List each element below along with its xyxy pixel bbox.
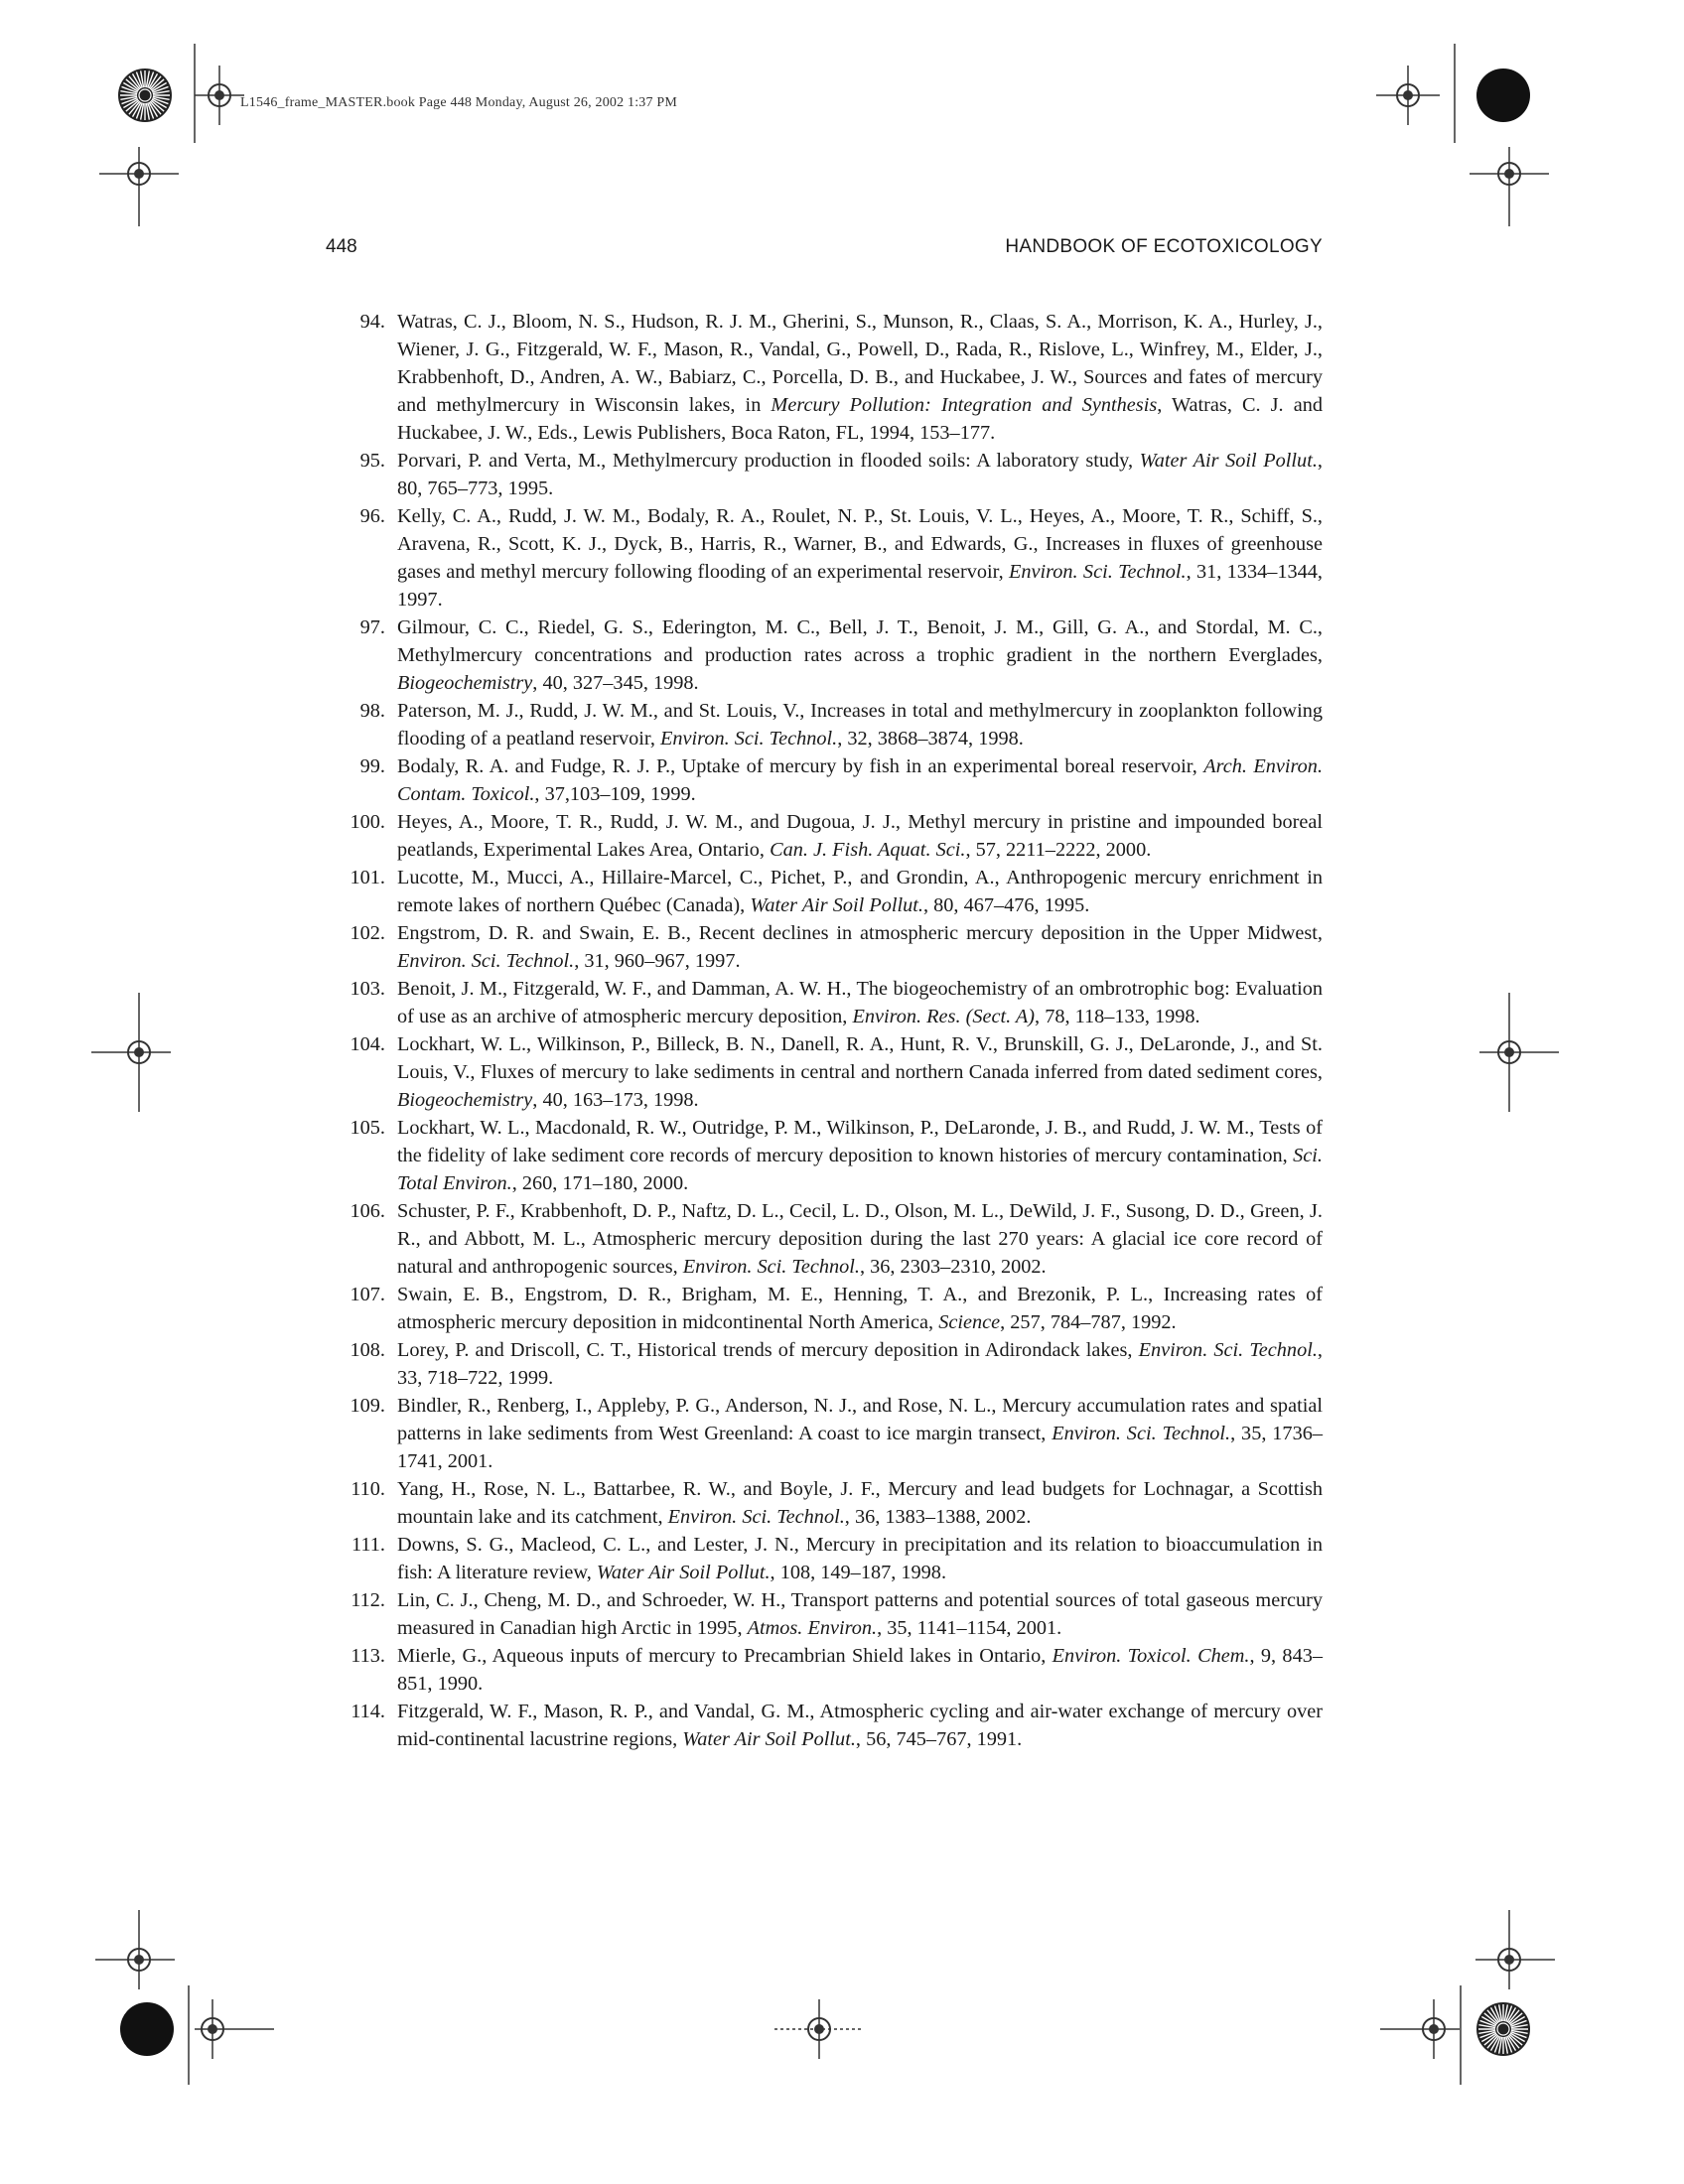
- reference-text: , 35, 1736–1741, 2001.: [397, 1423, 1323, 1472]
- reference-list: [336, 308, 1323, 1753]
- reference-number: 108.: [350, 1339, 385, 1361]
- reference-item: [336, 1586, 1323, 1642]
- reference-number: 96.: [359, 505, 385, 527]
- reference-item: [336, 447, 1323, 502]
- reference-text: , 80, 467–476, 1995.: [923, 894, 1090, 916]
- corner-dot-icon: [1474, 66, 1533, 125]
- reference-number: 102.: [350, 922, 385, 944]
- reference-text: Watras, C. J., Bloom, N. S., Hudson, R. J. M., Gherini, S., Munson, R., Claas, S. A., Morrison, K. A., Hurley, J., Wiener, J. G., Fitzgerald, W. F., Mason, R., Vandal, G., Powell, D., Rada, R., Rislove, L., Winfrey, M., Elder, J., Krabbenhoft, D., Andren, A. W., Babiarz, C., Porcella, D. B., and Huckabee, J. W., Sources and fates of mercury and methylmercury in Wisconsin lakes, in: [397, 311, 1323, 416]
- reference-text: Kelly, C. A., Rudd, J. W. M., Bodaly, R. A., Roulet, N. P., St. Louis, V. L., Heyes, A., Moore, T. R., Schiff, S., Aravena, R., Scott, K. J., Dyck, B., Harris, R., Warner, B., and Edwards, G., Increases in fluxes of greenhouse gases and methyl mercury following flooding of an experimental reservoir,: [397, 505, 1323, 583]
- registration-mark-icon: [91, 993, 171, 1112]
- reference-item: [336, 1531, 1323, 1586]
- reference-item: [336, 308, 1323, 447]
- registration-mark-icon: [1376, 66, 1440, 125]
- reference-number: 100.: [350, 811, 385, 833]
- reference-text: Downs, S. G., Macleod, C. L., and Lester, J. N., Mercury in precipitation and its relation to bioaccumulation in fish: A literature review,: [397, 1534, 1323, 1583]
- reference-text: Mierle, G., Aqueous inputs of mercury to Precambrian Shield lakes in Ontario,: [397, 1645, 1052, 1667]
- reference-source: Environ. Sci. Technol.: [397, 950, 575, 972]
- registration-mark-icon: [774, 1999, 864, 2059]
- reference-text: Yang, H., Rose, N. L., Battarbee, R. W., and Boyle, J. F., Mercury and lead budgets for Lochnagar, a Scottish mountain lake and its catchment,: [397, 1478, 1323, 1528]
- reference-source: Water Air Soil Pollut.: [750, 894, 923, 916]
- reference-text: , 37,103–109, 1999.: [534, 783, 696, 805]
- reference-text: , 57, 2211–2222, 2000.: [965, 839, 1152, 861]
- reference-text: , 31, 960–967, 1997.: [574, 950, 741, 972]
- reference-number: 106.: [350, 1200, 385, 1222]
- reference-item: [336, 1392, 1323, 1475]
- reference-text: Lockhart, W. L., Macdonald, R. W., Outridge, P. M., Wilkinson, P., DeLaronde, J. B., and Rudd, J. W. M., Tests of the fidelity of lake sediment core records of mercury deposition to known histories of mercury contamination,: [397, 1117, 1323, 1166]
- reference-text: Schuster, P. F., Krabbenhoft, D. P., Naftz, D. L., Cecil, L. D., Olson, M. L., DeWild, J. F., Susong, D. D., Green, J. R., and Abbott, M. L., Atmospheric mercury deposition during the last 270 years: A glacial ice core record of natural and anthropogenic sources,: [397, 1200, 1323, 1278]
- reference-text: Swain, E. B., Engstrom, D. R., Brigham, M. E., Henning, T. A., and Brezonik, P. L., Increasing rates of atmospheric mercury deposition in midcontinental North America,: [397, 1284, 1323, 1333]
- reference-text: , Watras, C. J. and Huckabee, J. W., Eds., Lewis Publishers, Boca Raton, FL, 1994, 153–177.: [397, 394, 1323, 444]
- reference-number: 101.: [350, 867, 385, 888]
- book-title: HANDBOOK OF ECOTOXICOLOGY: [1005, 236, 1323, 257]
- reference-source: Can. J. Fish. Aquat. Sci.: [770, 839, 966, 861]
- reference-source: Environ. Sci. Technol.: [1138, 1339, 1318, 1361]
- reference-text: , 33, 718–722, 1999.: [397, 1339, 1323, 1389]
- reference-number: 113.: [351, 1645, 385, 1667]
- reference-source: Environ. Toxicol. Chem.: [1052, 1645, 1250, 1667]
- reference-source: Environ. Res. (Sect. A): [852, 1006, 1036, 1027]
- reference-number: 114.: [351, 1701, 385, 1722]
- reference-source: Environ. Sci. Technol.: [1052, 1423, 1231, 1444]
- reference-text: Lucotte, M., Mucci, A., Hillaire-Marcel, C., Pichet, P., and Grondin, A., Anthropogenic mercury enrichment in remote lakes of northern Québec (Canada),: [397, 867, 1323, 916]
- reference-number: 94.: [359, 311, 385, 333]
- reference-source: Atmos. Environ.: [747, 1617, 878, 1639]
- reference-text: Fitzgerald, W. F., Mason, R. P., and Vandal, G. M., Atmospheric cycling and air-water exchange of mercury over mid-continental lacustrine regions,: [397, 1701, 1323, 1750]
- reference-source: Environ. Sci. Technol.: [1008, 561, 1187, 583]
- print-slug: L1546_frame_MASTER.book Page 448 Monday, August 26, 2002 1:37 PM: [240, 95, 678, 110]
- reference-source: Water Air Soil Pollut.: [682, 1728, 856, 1750]
- registration-mark-icon: [1475, 1910, 1555, 1989]
- reference-number: 99.: [359, 755, 385, 777]
- reference-text: , 35, 1141–1154, 2001.: [877, 1617, 1062, 1639]
- reference-number: 109.: [350, 1395, 385, 1417]
- reference-item: [336, 1336, 1323, 1392]
- reference-text: , 40, 163–173, 1998.: [532, 1089, 699, 1111]
- reference-source: Biogeochemistry: [397, 1089, 533, 1111]
- reference-number: 111.: [351, 1534, 385, 1556]
- reference-source: Science: [938, 1311, 1001, 1333]
- reference-text: Lockhart, W. L., Wilkinson, P., Billeck, B. N., Danell, R. A., Hunt, R. V., Brunskill, G. J., DeLaronde, J., and St. Louis, V., Fluxes of mercury to lake sediments in central and northern Canada inferred from dated sediment cores,: [397, 1033, 1323, 1083]
- reference-text: , 32, 3868–3874, 1998.: [837, 728, 1024, 750]
- reference-item: [336, 1030, 1323, 1114]
- reference-item: [336, 919, 1323, 975]
- reference-source: Biogeochemistry: [397, 672, 533, 694]
- reference-text: , 36, 1383–1388, 2002.: [844, 1506, 1032, 1528]
- reference-source: Environ. Sci. Technol.: [660, 728, 838, 750]
- reference-number: 112.: [351, 1589, 385, 1611]
- corner-dot-icon: [117, 1999, 177, 2059]
- reference-item: [336, 1475, 1323, 1531]
- registration-mark-icon: [195, 1999, 274, 2059]
- reference-source: Sci. Total Environ.: [397, 1145, 1323, 1194]
- crop-mark-right-top: [1450, 44, 1460, 143]
- reference-text: Paterson, M. J., Rudd, J. W. M., and St. Louis, V., Increases in total and methylmercury in zooplankton following flooding of a peatland reservoir,: [397, 700, 1323, 750]
- reference-number: 105.: [350, 1117, 385, 1139]
- reference-text: , 9, 843–851, 1990.: [397, 1645, 1323, 1695]
- reference-text: , 257, 784–787, 1992.: [1000, 1311, 1177, 1333]
- reference-item: [336, 1281, 1323, 1336]
- reference-item: [336, 752, 1323, 808]
- reference-text: , 56, 745–767, 1991.: [855, 1728, 1023, 1750]
- registration-mark-icon: [99, 147, 179, 226]
- reference-number: 103.: [350, 978, 385, 1000]
- reference-source: Arch. Environ. Contam. Toxicol.: [397, 755, 1324, 805]
- reference-item: [336, 697, 1323, 752]
- reference-number: 98.: [359, 700, 385, 722]
- registration-mark-icon: [1380, 1999, 1460, 2059]
- reference-text: , 80, 765–773, 1995.: [397, 450, 1323, 499]
- crop-mark-right-bottom: [1456, 1985, 1466, 2085]
- reference-number: 104.: [350, 1033, 385, 1055]
- starburst-icon: [115, 66, 175, 125]
- reference-text: Lin, C. J., Cheng, M. D., and Schroeder, W. H., Transport patterns and potential sources of total gaseous mercury measured in Canadian high Arctic in 1995,: [397, 1589, 1323, 1639]
- reference-text: , 78, 118–133, 1998.: [1035, 1006, 1200, 1027]
- reference-item: [336, 1642, 1323, 1698]
- reference-text: , 260, 171–180, 2000.: [511, 1172, 689, 1194]
- reference-number: 97.: [359, 616, 385, 638]
- reference-text: Lorey, P. and Driscoll, C. T., Historical trends of mercury deposition in Adirondack lakes,: [397, 1339, 1139, 1361]
- reference-number: 110.: [351, 1478, 385, 1500]
- reference-item: [336, 864, 1323, 919]
- reference-text: Engstrom, D. R. and Swain, E. B., Recent declines in atmospheric mercury deposition in the Upper Midwest,: [397, 922, 1323, 944]
- reference-text: Porvari, P. and Verta, M., Methylmercury production in flooded soils: A laboratory study,: [397, 450, 1140, 472]
- reference-text: Bindler, R., Renberg, I., Appleby, P. G., Anderson, N. J., and Rose, N. L., Mercury accumulation rates and spatial patterns in lake sediments from West Greenland: A coast to ice margin transect,: [397, 1395, 1323, 1444]
- reference-text: Gilmour, C. C., Riedel, G. S., Ederington, M. C., Bell, J. T., Benoit, J. M., Gill, G. A., and Stordal, M. C., Methylmercury concentrations and production rates across a trophic gradient in the northern Everglades,: [397, 616, 1323, 666]
- reference-text: , 36, 2303–2310, 2002.: [859, 1256, 1047, 1278]
- reference-item: [336, 1197, 1323, 1281]
- page-number: 448: [326, 236, 357, 257]
- reference-source: Water Air Soil Pollut.: [596, 1562, 771, 1583]
- reference-text: , 31, 1334–1344, 1997.: [397, 561, 1324, 611]
- registration-mark-icon: [1470, 147, 1549, 226]
- registration-mark-icon: [1479, 993, 1559, 1112]
- reference-item: [336, 975, 1323, 1030]
- registration-mark-icon: [95, 1910, 175, 1989]
- reference-source: Mercury Pollution: Integration and Synthesis: [771, 394, 1158, 416]
- reference-text: , 40, 327–345, 1998.: [532, 672, 699, 694]
- reference-item: [336, 808, 1323, 864]
- reference-number: 95.: [359, 450, 385, 472]
- reference-text: Heyes, A., Moore, T. R., Rudd, J. W. M., and Dugoua, J. J., Methyl mercury in pristine and impounded boreal peatlands, Experimental Lakes Area, Ontario,: [397, 811, 1323, 861]
- reference-item: [336, 614, 1323, 697]
- reference-item: [336, 1114, 1323, 1197]
- reference-text: Bodaly, R. A. and Fudge, R. J. P., Uptake of mercury by fish in an experimental boreal reservoir,: [397, 755, 1204, 777]
- reference-item: [336, 1698, 1323, 1753]
- starburst-icon: [1474, 1999, 1533, 2059]
- reference-number: 107.: [350, 1284, 385, 1305]
- registration-mark-icon: [195, 66, 244, 125]
- reference-item: [336, 502, 1323, 614]
- reference-text: , 108, 149–187, 1998.: [770, 1562, 947, 1583]
- reference-source: Environ. Sci. Technol.: [682, 1256, 860, 1278]
- reference-source: Environ. Sci. Technol.: [667, 1506, 845, 1528]
- reference-source: Water Air Soil Pollut.: [1139, 450, 1318, 472]
- reference-text: Benoit, J. M., Fitzgerald, W. F., and Damman, A. W. H., The biogeochemistry of an ombrotrophic bog: Evaluation of use as an archive of atmospheric mercury deposition,: [397, 978, 1323, 1027]
